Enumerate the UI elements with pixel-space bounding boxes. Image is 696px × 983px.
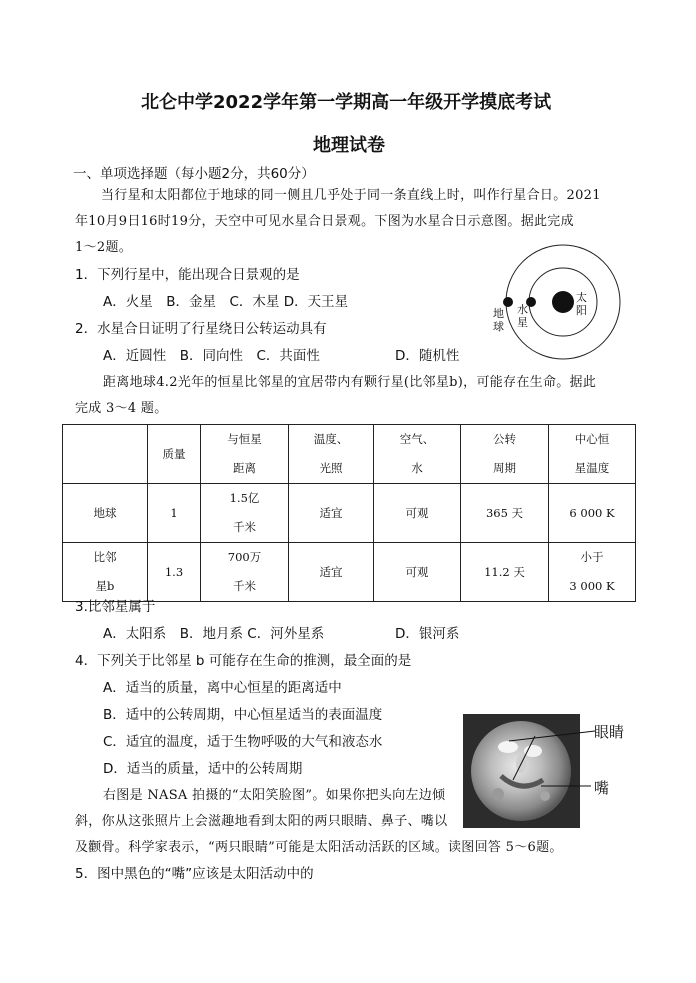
table-cell: 可观 (374, 543, 461, 602)
table-header-cell: 与恒星 距离 (201, 425, 289, 484)
q3-option-d: D．银河系 (395, 626, 460, 642)
sun-dot (552, 291, 574, 313)
q3-stem: 3.比邻星属于 (75, 599, 156, 615)
planet-comparison-table (62, 424, 636, 602)
table-cell: 11.2 天 (461, 543, 549, 602)
table-cell: 可观 (374, 484, 461, 543)
intro3-line3: 及颧骨。科学家表示，“两只眼睛”可能是太阳活动活跃的区域。读图回答 5～6题。 (75, 840, 563, 855)
orbit-diagram-svg (490, 240, 630, 370)
orbit-diagram (490, 240, 630, 370)
intro1-line1: 当行星和太阳都位于地球的同一侧且几乎处于同一条直线上时，叫作行星合日。2021 (101, 188, 601, 203)
q3-options: A．太阳系 B．地月系 C．河外星系 (103, 626, 325, 642)
table-cell: 1 (148, 484, 201, 543)
intro3-line2: 斜，你从这张照片上会滋趣地看到太阳的两只眼睛、鼻子、嘴以 (75, 814, 448, 829)
table-cell: 小于 3 000 K (549, 543, 636, 602)
q4-option-a: A．适当的质量，离中心恒星的距离适中 (103, 680, 342, 696)
table-cell: 地球 (63, 484, 148, 543)
section-heading: 一、单项选择题（每小题2分，共60分） (73, 166, 315, 182)
table-cell: 6 000 K (549, 484, 636, 543)
table-row (63, 543, 636, 602)
table-cell: 适宜 (289, 543, 374, 602)
intro1-line3: 1～2题。 (75, 240, 133, 255)
sun-label: 太 阳 (576, 291, 587, 317)
earth-label: 地 球 (493, 307, 504, 333)
eye-label: 眼睛 (594, 723, 625, 741)
table-cell: 比邻 星b (63, 543, 148, 602)
page-subtitle: 地理试卷 (313, 135, 385, 156)
table-cell: 365 天 (461, 484, 549, 543)
q4-option-b: B．适中的公转周期，中心恒星适当的表面温度 (103, 707, 383, 723)
intro2-line1: 距离地球4.2光年的恒星比邻星的宜居带内有颗行星(比邻星b)，可能存在生命。据此 (103, 375, 597, 390)
table-header-cell: 公转 周期 (461, 425, 549, 484)
mercury-label: 水 星 (517, 303, 528, 329)
page-title: 北仑中学2022学年第一学期高一年级开学摸底考试 (141, 92, 552, 113)
table-cell: 适宜 (289, 484, 374, 543)
table-row (63, 484, 636, 543)
mouth-label: 嘴 (594, 779, 610, 797)
table-header-cell: 质量 (148, 425, 201, 484)
q2-stem: 2．水星合日证明了行星绕日公转运动具有 (75, 321, 327, 337)
q4-option-c: C．适宜的温度，适于生物呼吸的大气和液态水 (103, 734, 383, 750)
q2-options: A．近圆性 B．同向性 C．共面性 (103, 348, 320, 364)
q4-option-d: D．适当的质量，适中的公转周期 (103, 761, 303, 777)
q1-stem: 1．下列行星中，能出现合日景观的是 (75, 267, 300, 283)
table-header-cell (63, 425, 148, 484)
q1-options: A．火星 B．金星 C．木星 D．天王星 (103, 294, 349, 310)
table-header-cell: 空气、 水 (374, 425, 461, 484)
table-header-row (63, 425, 636, 484)
table-cell: 1.5亿 千米 (201, 484, 289, 543)
sun-face-photo (463, 714, 580, 828)
table-cell: 1.3 (148, 543, 201, 602)
table-cell: 700万 千米 (201, 543, 289, 602)
q5-stem: 5．图中黑色的“嘴”应该是太阳活动中的 (75, 866, 314, 882)
earth-dot (503, 297, 513, 307)
q2-option-d: D．随机性 (395, 348, 460, 364)
intro2-line2: 完成 3～4 题。 (75, 401, 168, 416)
table-header-cell: 温度、 光照 (289, 425, 374, 484)
q4-stem: 4．下列关于比邻星 b 可能存在生命的推测，最全面的是 (75, 653, 412, 669)
intro3-line1: 右图是 NASA 拍摄的“太阳笑脸图”。如果你把头向左边倾 (103, 788, 446, 803)
intro1-line2: 年10月9日16时19分，天空中可见水星合日景观。下图为水星合日示意图。据此完成 (75, 214, 574, 229)
table-header-cell: 中心恒 星温度 (549, 425, 636, 484)
